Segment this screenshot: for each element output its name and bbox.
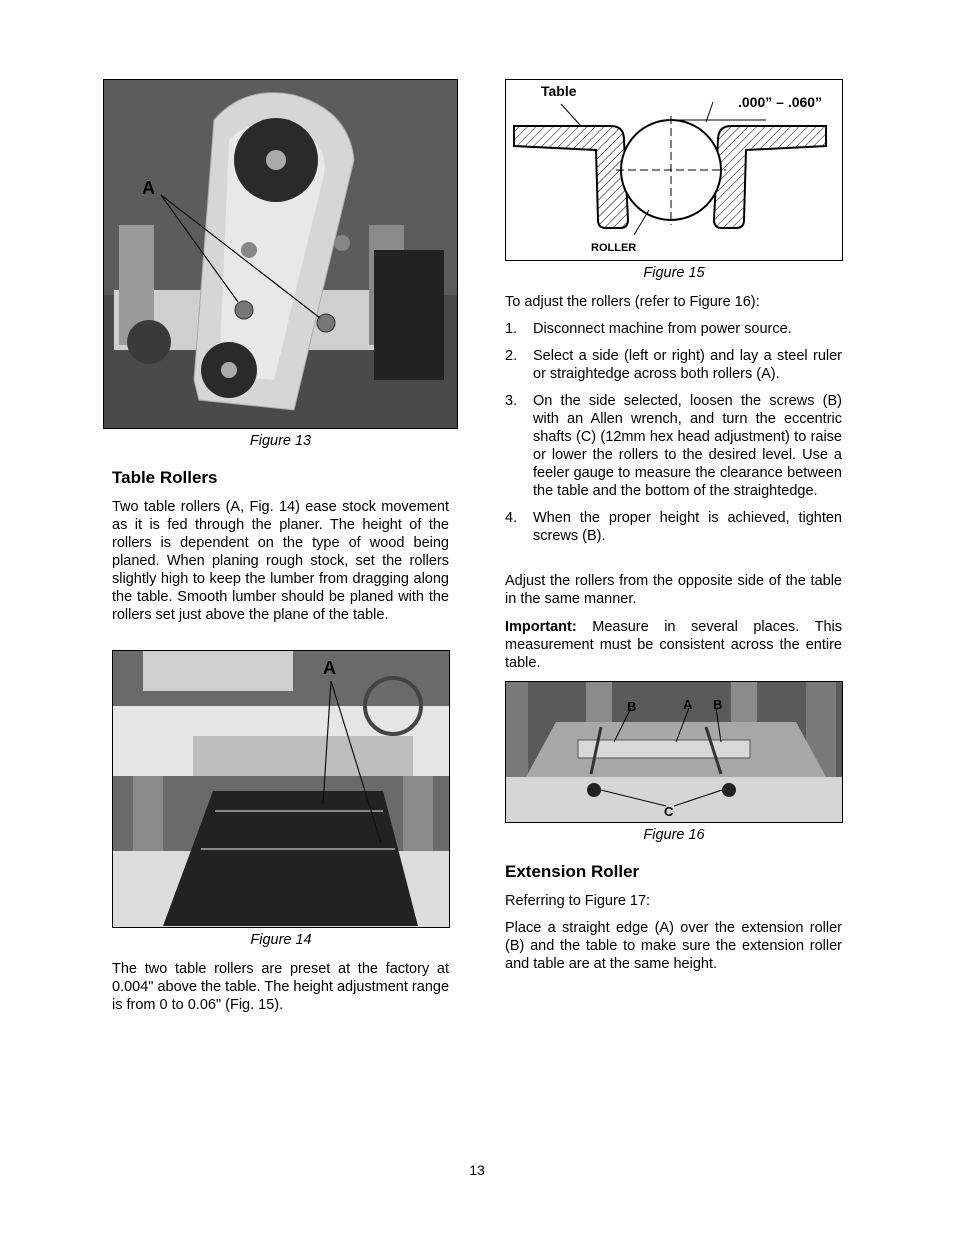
step-4 xyxy=(505,509,842,545)
step-text: On the side selected, loosen the screws (B) with an Allen wrench, and turn the eccentric shafts (C) (12mm hex head adjustment) to raise or lower the rollers to the desired level. Use a feeler gauge to measure the clearance between the table and the bottom of the straightedge. xyxy=(533,393,842,499)
figure-15-label-table: Table xyxy=(541,83,577,99)
figure-14-illustration xyxy=(113,651,450,928)
step-number: 3. xyxy=(505,393,518,409)
figure-15-diagram xyxy=(505,79,843,261)
page-number: 13 xyxy=(469,1162,485,1178)
figure-13-caption: Figure 13 xyxy=(249,433,312,449)
table-rollers-heading: Table Rollers xyxy=(112,468,218,487)
preset-paragraph: The two table rollers are preset at the factory at 0.004" above the table. The height adjustment range is from 0 to 0.06" (Fig. 15). xyxy=(112,961,450,1013)
figure-16-illustration xyxy=(506,682,843,823)
figure-16-label-b-right: B xyxy=(713,697,723,712)
adjustment-steps xyxy=(505,320,842,554)
extension-roller-intro: Referring to Figure 17: xyxy=(505,893,651,909)
figure-14-label-a: A xyxy=(323,658,336,678)
important-text: Measure in several places. This measurement must be consistent across the entire table. xyxy=(505,619,842,671)
extension-roller-paragraph: Place a straight edge (A) over the extension roller (B) and the table to make sure the extension roller and table are at the same height. xyxy=(505,920,842,972)
figure-16-label-c: C xyxy=(664,804,674,819)
figure-16-label-a: A xyxy=(683,697,693,712)
important-label: Important: xyxy=(505,619,577,635)
figure-13-label-a: A xyxy=(142,178,155,198)
step-3 xyxy=(505,392,842,500)
step-text: Select a side (left or right) and lay a steel ruler or straightedge across both rollers (A). xyxy=(533,348,842,382)
figure-13-image xyxy=(103,79,458,429)
important-paragraph xyxy=(505,618,842,672)
figure-14-caption: Figure 14 xyxy=(250,932,312,948)
figure-16-caption: Figure 16 xyxy=(643,827,705,843)
step-number: 1. xyxy=(505,321,518,337)
table-rollers-paragraph: Two table rollers (A, Fig. 14) ease stock movement as it is fed through the planer. The height of the rollers is dependent on the type of wood being planed. When planing rough stock, set the rollers slightly high to keep the lumber from dragging along the table. Smooth lumber should be planed with the rollers set just above the plane of the table. xyxy=(112,499,449,623)
step-number: 2. xyxy=(505,348,518,364)
figure-13-illustration xyxy=(104,80,458,429)
step-text: Disconnect machine from power source. xyxy=(533,321,792,337)
figure-15-caption: Figure 15 xyxy=(643,265,705,281)
extension-roller-heading: Extension Roller xyxy=(505,862,640,881)
figure-14-image xyxy=(112,650,450,928)
figure-15-label-range: .000” – .060” xyxy=(738,94,823,110)
figure-16-image xyxy=(505,681,843,823)
step-1 xyxy=(505,320,842,338)
adjust-opposite-paragraph: Adjust the rollers from the opposite side of the table in the same manner. xyxy=(505,573,842,607)
adjust-intro: To adjust the rollers (refer to Figure 16): xyxy=(505,294,760,310)
step-2 xyxy=(505,347,842,383)
figure-15-label-roller: ROLLER xyxy=(591,242,637,254)
figure-16-label-b-left: B xyxy=(627,699,637,714)
step-number: 4. xyxy=(505,510,518,526)
step-text: When the proper height is achieved, tighten screws (B). xyxy=(533,510,842,544)
